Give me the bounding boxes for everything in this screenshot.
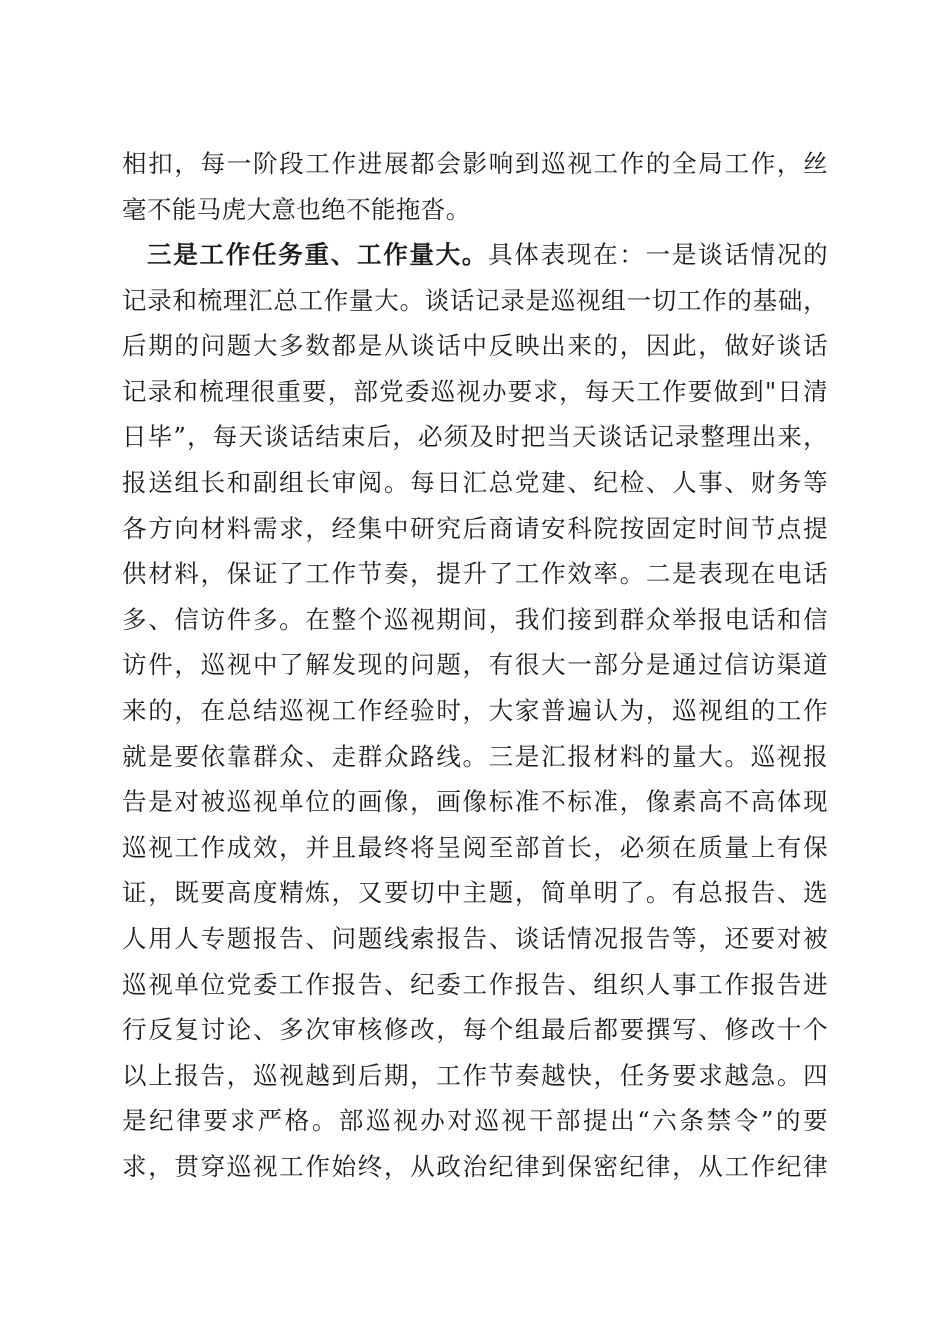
- text-line: 证，既要高度精炼，又要切中主题，简单明了。有总报告、选: [122, 878, 828, 908]
- text-line: 各方向材料需求，经集中研究后商请安科院按固定时间节点提: [122, 513, 828, 543]
- text-line: 相扣，每一阶段工作进展都会影响到巡视工作的全局工作，丝: [122, 149, 828, 178]
- text-line: 来的，在总结巡视工作经验时，大家普遍认为，巡视组的工作: [122, 695, 828, 725]
- first-line-text: 具体表现在：一是谈话情况的: [488, 240, 828, 269]
- text-line: 后期的问题大多数都是从谈话中反映出来的，因此，做好谈话: [122, 331, 828, 361]
- text-line: 巡视单位党委工作报告、纪委工作报告、组织人事工作报告进: [122, 969, 828, 999]
- paragraph-workload: [122, 232, 828, 1189]
- text-line: 记录和梳理很重要，部党委巡视办要求，每天工作要做到"日清: [122, 376, 828, 406]
- text-line: 毫不能马虎大意也绝不能拖沓。: [122, 194, 471, 224]
- paragraph-lead-heading: 三是工作任务重、工作量大。: [147, 240, 489, 269]
- text-line: 求，贯穿巡视工作始终，从政治纪律到保密纪律，从工作纪律: [122, 1151, 828, 1181]
- text-line: 供材料，保证了工作节奏，提升了工作效率。二是表现在电话: [122, 559, 828, 589]
- text-line: 记录和梳理汇总工作量大。谈话记录是巡视组一切工作的基础，: [122, 285, 828, 315]
- text-line: 行反复讨论、多次审核修改，每个组最后都要撰写、修改十个: [122, 1015, 828, 1045]
- paragraph-continuation: [122, 141, 828, 232]
- text-line: 是纪律要求严格。部巡视办对巡视干部提出“六条禁令”的要: [122, 1106, 828, 1136]
- text-line: 日毕”，每天谈话结束后，必须及时把当天谈话记录整理出来，: [122, 422, 828, 452]
- paragraph-first-line: [122, 232, 828, 278]
- text-line: 告是对被巡视单位的画像，画像标准不标准，像素高不高体现: [122, 787, 828, 817]
- text-line: 访件，巡视中了解发现的问题，有很大一部分是通过信访渠道: [122, 650, 828, 680]
- text-line: 报送组长和副组长审阅。每日汇总党建、纪检、人事、财务等: [122, 467, 828, 497]
- text-line: 人用人专题报告、问题线索报告、谈话情况报告等，还要对被: [122, 923, 828, 953]
- text-line: 就是要依靠群众、走群众路线。三是汇报材料的量大。巡视报: [122, 741, 828, 771]
- text-line: 以上报告，巡视越到后期，工作节奏越快，任务要求越急。四: [122, 1060, 828, 1090]
- text-line: 巡视工作成效，并且最终将呈阅至部首长，必须在质量上有保: [122, 832, 828, 862]
- text-line: 多、信访件多。在整个巡视期间，我们接到群众举报电话和信: [122, 604, 828, 634]
